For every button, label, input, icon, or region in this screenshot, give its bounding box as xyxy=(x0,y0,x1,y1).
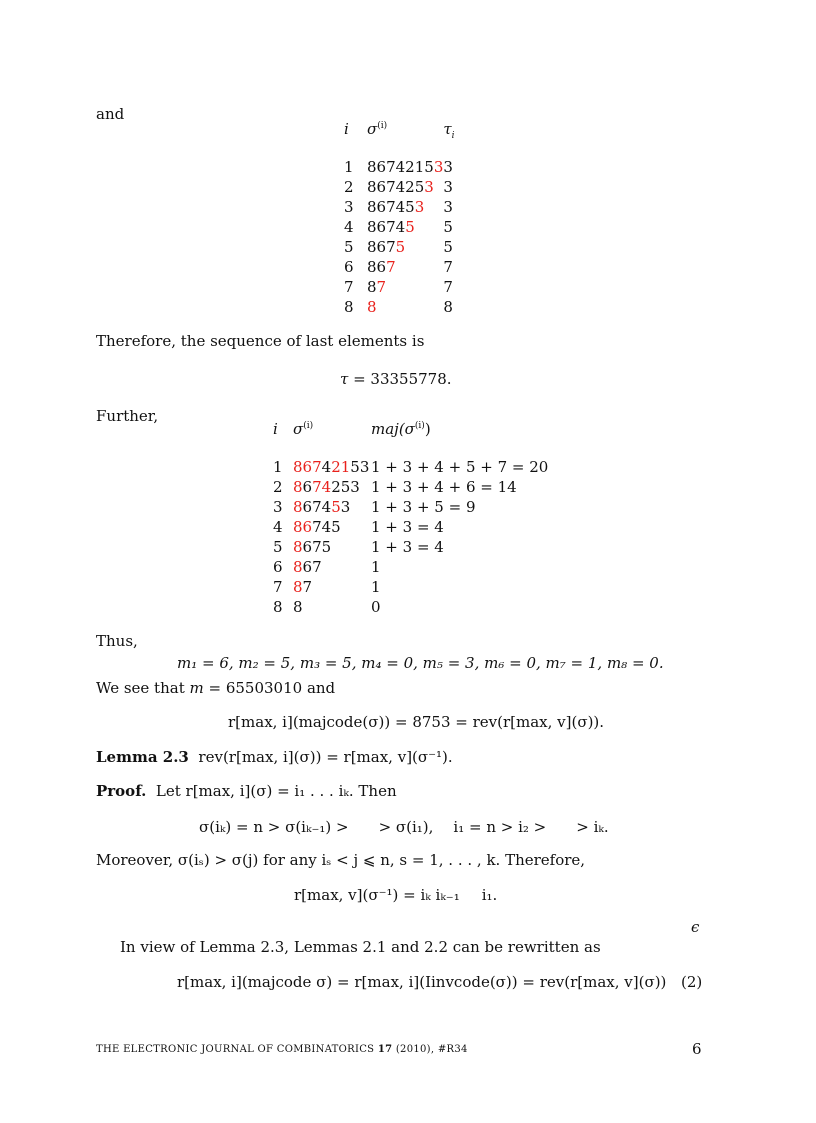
table-row xyxy=(344,218,455,238)
row-index: 6 xyxy=(344,258,354,276)
row-maj: 1 + 3 = 4 xyxy=(371,518,444,536)
lemma-2-3 xyxy=(96,748,453,766)
row-index: 2 xyxy=(344,178,354,196)
equation-tau: τ = 33355778. xyxy=(340,370,452,388)
row-maj: 1 xyxy=(371,578,381,596)
table-row xyxy=(273,458,548,478)
table-row xyxy=(273,598,548,618)
header-sigma: $\sigma^{(i)}$ xyxy=(367,120,388,138)
last-elements-table xyxy=(344,120,455,318)
text-in-view: In view of Lemma 2.3, Lemmas 2.1 and 2.2 can be rewritten as xyxy=(120,938,601,956)
row-sigma: 86745 xyxy=(293,518,341,536)
row-maj: 1 + 3 + 4 + 6 = 14 xyxy=(371,478,517,496)
row-index: 1 xyxy=(344,158,354,176)
header-tau: $\tau_i$ xyxy=(443,120,455,141)
header-i: i xyxy=(273,420,278,438)
row-tau: 7 xyxy=(443,278,453,296)
row-index: 4 xyxy=(273,518,283,536)
table-row xyxy=(344,278,455,298)
proof: Proof. Let r[max, i](σ) = i₁ . . . iₖ. Then xyxy=(96,782,397,800)
text-thus: Thus, xyxy=(96,632,138,650)
table-row xyxy=(273,478,548,498)
row-sigma: 86742153 xyxy=(367,158,444,176)
proof-label: Proof. xyxy=(96,782,147,800)
table-row xyxy=(344,198,455,218)
row-sigma: 8674253 xyxy=(293,478,360,496)
row-sigma: 867453 xyxy=(293,498,351,516)
row-tau: 3 xyxy=(443,198,453,216)
row-tau: 5 xyxy=(443,218,453,236)
row-tau: 3 xyxy=(443,178,453,196)
row-sigma: 8 xyxy=(293,598,303,616)
row-tau: 8 xyxy=(443,298,453,316)
row-index: 3 xyxy=(344,198,354,216)
row-sigma: 867453 xyxy=(367,198,425,216)
row-maj: 0 xyxy=(371,598,381,616)
row-maj: 1 xyxy=(371,558,381,576)
maj-table xyxy=(273,420,548,618)
row-sigma: 87 xyxy=(293,578,313,596)
table-row xyxy=(273,558,548,578)
row-index: 7 xyxy=(344,278,354,296)
row-maj: 1 + 3 = 4 xyxy=(371,538,444,556)
lemma-statement: rev(r[max, i](σ)) = r[max, v](σ⁻¹). xyxy=(198,748,453,766)
row-sigma: 87 xyxy=(367,278,387,296)
header-maj: $maj(\sigma^{(i)})$ xyxy=(371,420,431,438)
table-row xyxy=(344,238,455,258)
row-sigma: 86745 xyxy=(367,218,415,236)
epsilon-symbol: ϵ xyxy=(691,918,700,936)
row-sigma: 8 xyxy=(367,298,377,316)
text-further: Further, xyxy=(96,407,159,425)
table-row xyxy=(273,538,548,558)
row-maj: 1 + 3 + 5 = 9 xyxy=(371,498,476,516)
lemma-label: Lemma 2.3 xyxy=(96,748,189,766)
row-sigma: 86742153 xyxy=(293,458,370,476)
row-sigma: 867 xyxy=(367,258,396,276)
row-index: 3 xyxy=(273,498,283,516)
text-last-elements: Therefore, the sequence of last elements is xyxy=(96,332,425,350)
header-sigma: $\sigma^{(i)}$ xyxy=(293,420,314,438)
row-sigma: 8674253 xyxy=(367,178,434,196)
row-index: 5 xyxy=(273,538,283,556)
equation-rmax: r[max, i](majcode(σ)) = 8753 = rev(r[max, v](σ)). xyxy=(228,713,605,731)
row-sigma: 8675 xyxy=(293,538,332,556)
row-tau: 3 xyxy=(443,158,453,176)
table-row xyxy=(273,578,548,598)
row-sigma: 8675 xyxy=(367,238,406,256)
equation-inverse: r[max, v](σ⁻¹) = iₖ iₖ₋₁ i₁. xyxy=(294,886,498,904)
equation-sigma-chain: σ(iₖ) = n > σ(iₖ₋₁) > > σ(i₁), i₁ = n > i₂ > > iₖ. xyxy=(199,818,609,836)
row-index: 4 xyxy=(344,218,354,236)
equation-number: (2) xyxy=(681,973,703,991)
row-index: 8 xyxy=(344,298,354,316)
footer-journal: THE ELECTRONIC JOURNAL OF COMBINATORICS 17 (2010), #R34 xyxy=(96,1044,468,1055)
row-maj: 1 + 3 + 4 + 5 + 7 = 20 xyxy=(371,458,549,476)
equation-m-values: m₁ = 6, m₂ = 5, m₃ = 5, m₄ = 0, m₅ = 3, m₆ = 0, m₇ = 1, m₈ = 0. xyxy=(177,654,664,672)
table-row xyxy=(344,298,455,318)
intro-word: and xyxy=(96,105,125,123)
table-row xyxy=(344,258,455,278)
row-tau: 7 xyxy=(443,258,453,276)
table-row xyxy=(344,158,455,178)
table-header xyxy=(273,420,548,458)
row-index: 2 xyxy=(273,478,283,496)
header-i: i xyxy=(344,120,349,138)
equation-final: r[max, i](majcode σ) = r[max, i](Iinvcode(σ)) = rev(r[max, v](σ)) xyxy=(177,973,667,991)
table-row xyxy=(344,178,455,198)
table-row xyxy=(273,518,548,538)
row-index: 6 xyxy=(273,558,283,576)
table-header xyxy=(344,120,455,158)
row-tau: 5 xyxy=(443,238,453,256)
row-index: 8 xyxy=(273,598,283,616)
table-row xyxy=(273,498,548,518)
row-index: 7 xyxy=(273,578,283,596)
row-sigma: 867 xyxy=(293,558,322,576)
text-moreover: Moreover, σ(iₛ) > σ(j) for any iₛ < j ⩽ n, s = 1, . . . , k. Therefore, xyxy=(96,851,586,869)
footer-page-number: 6 xyxy=(692,1040,702,1058)
row-index: 5 xyxy=(344,238,354,256)
text-we-see: We see that m = 65503010 and xyxy=(96,679,336,697)
row-index: 1 xyxy=(273,458,283,476)
